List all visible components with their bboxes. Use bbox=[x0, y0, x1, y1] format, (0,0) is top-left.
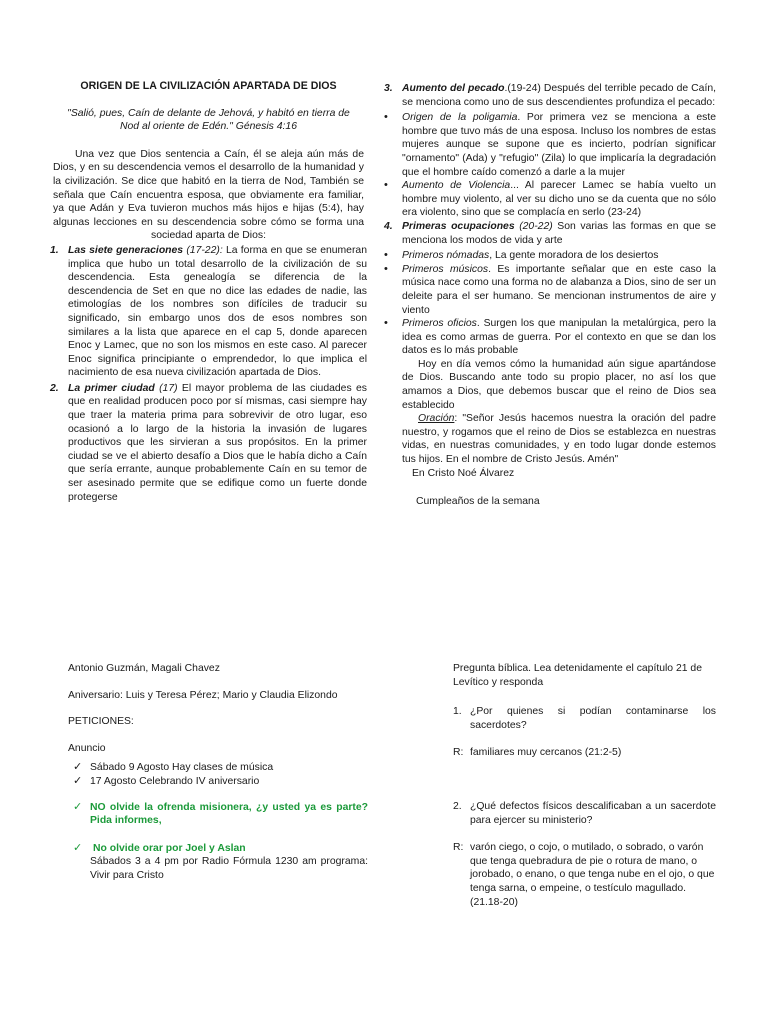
bullet-musicos bbox=[384, 263, 716, 317]
numbered-item-1 bbox=[50, 244, 367, 380]
bullet-text: . Es importante señalar que en este caso la música nace como una forma no de alabanza a Dios, sino de ser un deleite para el ser humano. Se mencionan instrumentos de aire y viento bbox=[402, 263, 716, 316]
petitions-heading: PETICIONES: bbox=[68, 716, 134, 728]
answer-2 bbox=[453, 841, 716, 909]
announcements-section bbox=[68, 662, 368, 883]
checkmark-icon: ✓ bbox=[73, 774, 83, 787]
scripture-quote: "Salió, pues, Caín de delante de Jehová, y habitó en tierra de Nod al oriente de Edén." Génesis 4:16 bbox=[67, 107, 350, 133]
signature: En Cristo Noé Álvarez bbox=[412, 467, 515, 479]
bullet-icon: • bbox=[384, 249, 388, 262]
bullet-icon: • bbox=[384, 179, 388, 192]
announcement-item bbox=[68, 761, 368, 775]
birthdays-heading: Cumpleaños de la semana bbox=[416, 496, 540, 508]
left-column bbox=[50, 80, 367, 506]
item-text: La forma en que se enumeran implica que hubo un total desarrollo de la civilización de su descendencia. Esta genealogía se diferencia de la descendencia de Set en que no dice las edades de nadie, las etimologías de los nombres son difíciles de traducir su significado, sin embargo unos dos de esos nombres son similares a la lista que aparece en el cap 5, donde aparecen Enoc y Lamec, que no son los mismos en este caso. Al parecer Enoc significa principiante o emprendedor, lo que implica el nacimiento de esa nueva civilización apartada de Dios. bbox=[68, 244, 367, 379]
bible-question-section bbox=[453, 662, 716, 909]
numbered-item-2 bbox=[50, 382, 367, 504]
question-1 bbox=[453, 705, 716, 732]
article-title: ORIGEN DE LA CIVILIZACIÓN APARTADA DE DIOS bbox=[80, 80, 337, 92]
bullet-nomadas bbox=[384, 249, 716, 263]
item-number: 3. bbox=[384, 83, 393, 94]
radio-text: Sábados 3 a 4 pm por Radio Fórmula 1230 am programa: Vivir para Cristo bbox=[90, 856, 368, 881]
numbered-item-3 bbox=[384, 82, 716, 109]
bullet-oficios bbox=[384, 317, 716, 358]
bullet-icon: • bbox=[384, 317, 388, 330]
item-text: .(19-24) Después del terrible pecado de Caín, se menciona como uno de sus descendientes profundiza el pecado: bbox=[402, 83, 716, 108]
item-reference: (17) bbox=[154, 382, 178, 394]
bullet-heading: Primeros oficios bbox=[402, 318, 477, 330]
item-number: 2. bbox=[50, 382, 59, 394]
item-text: El mayor problema de las ciudades es que en realidad producen poco por sí mismas, casi siempre hay que traer la materia prima para sobrevivir de otro lugar, eso ocasionó a lo largo de la historia la invasión de lugares productivos que les sirvieran a sus propósitos. En la primer ciudad se ve el abierto desafío a Dios que le había dicho a Caín que sería errante, aunque probablemente Caín en su temor de ser asesinado permite que se edifique como un fuerte donde protegerse bbox=[68, 382, 367, 503]
item-reference: (17-22): bbox=[186, 244, 223, 256]
checkmark-icon: ✓ bbox=[73, 800, 83, 813]
announcement-heading: Anuncio bbox=[68, 742, 106, 754]
bullet-heading: Origen de la poligamia bbox=[402, 112, 518, 124]
answer-1 bbox=[453, 746, 716, 760]
bullet-text: , La gente moradora de los desiertos bbox=[489, 250, 659, 262]
checkmark-icon: ✓ bbox=[73, 841, 83, 854]
item-heading: Aumento del pecado bbox=[402, 83, 505, 94]
bullet-violencia bbox=[384, 179, 716, 220]
question-number: 2. bbox=[453, 800, 462, 812]
bible-question-intro: Pregunta bíblica. Lea detenidamente el capítulo 21 de Levítico y responda bbox=[453, 663, 702, 688]
missionary-offering-notice bbox=[68, 801, 368, 828]
bullet-heading: Primeros nómadas bbox=[402, 250, 490, 262]
announcement-text: Sábado 9 Agosto Hay clases de música bbox=[90, 762, 274, 774]
item-heading: Primeras ocupaciones bbox=[402, 220, 515, 232]
question-text: ¿Qué defectos físicos descalificaban a un sacerdote para ejercer su ministerio? bbox=[470, 800, 716, 826]
item-text: Son varias las formas en que se menciona los modos de vida y arte bbox=[402, 220, 716, 246]
answer-text: familiares muy cercanos (21:2-5) bbox=[470, 747, 622, 759]
bullet-text: ... Al parecer Lamec se había vuelto un hombre muy violento, al ver su dicho uno se da cuenta que no sólo era violento, sino que se complacía en serlo (23-24) bbox=[402, 180, 716, 219]
answer-label: R: bbox=[453, 747, 464, 759]
question-number: 1. bbox=[453, 706, 462, 718]
bullet-heading: Primeros músicos bbox=[402, 263, 489, 275]
item-heading: La primer ciudad bbox=[68, 382, 155, 394]
item-reference: (20-22) bbox=[514, 220, 553, 232]
item-heading: Las siete generaciones bbox=[68, 244, 184, 256]
closing-paragraph: Hoy en día vemos cómo la humanidad aún sigue apartándose de Dios. Buscando ante todo su propio placer, no así los que amamos a Dios, que debemos buscar que el reino de Dios sea establecido bbox=[402, 358, 716, 411]
notice-text: NO olvide la ofrenda misionera, ¿y usted ya es parte? Pida informes, bbox=[90, 801, 368, 827]
numbered-item-4 bbox=[384, 220, 716, 247]
bullet-icon: • bbox=[384, 262, 388, 275]
radio-program bbox=[68, 855, 368, 882]
checkmark-icon: ✓ bbox=[73, 761, 83, 774]
bullet-poligamia bbox=[384, 111, 716, 179]
item-number: 1. bbox=[50, 244, 59, 256]
prayer-text: : "Señor Jesús hacemos nuestra la oración del padre nuestro, y rogamos que el reino de Dios se establezca en nuestras vidas, en nuestras comunidades, y en todo lugar donde estemos tus hijos. En el nombre de Cristo Jesús. Amén" bbox=[402, 413, 716, 466]
intro-paragraph: Una vez que Dios sentencia a Caín, él se aleja aún más de Dios, y en su descendencia vemos el desarrollo de la humanidad y la civilización. Se dice que habitó en la tierra de Nod, También se señala que Caín encuentra esposa, que obviamente era familiar, ya que Adán y Eva tuvieron muchos más hijos e hijas (5:4), hay algunas lecciones en su descendencia sobre cómo se forma una sociedad aparta de Dios: bbox=[53, 148, 364, 242]
announcement-text: 17 Agosto Celebrando IV aniversario bbox=[90, 775, 260, 787]
right-column bbox=[384, 82, 716, 509]
bullet-icon: • bbox=[384, 111, 388, 124]
question-text: ¿Por quienes si podían contaminarse los sacerdotes? bbox=[470, 706, 716, 731]
question-2 bbox=[453, 800, 716, 827]
birthdays-list: Antonio Guzmán, Magali Chavez bbox=[68, 663, 220, 674]
bullet-text: . Surgen los que manipulan la metalúrgica, pero la idea es como armas de guerra. Por el contexto en que se dan los datos es lo más probable bbox=[402, 318, 716, 357]
announcement-item bbox=[68, 775, 368, 789]
item-number: 4. bbox=[384, 220, 393, 232]
prayer-label: Oración bbox=[418, 413, 455, 425]
prayer-paragraph bbox=[384, 412, 716, 466]
anniversary-line: Aniversario: Luis y Teresa Pérez; Mario y Claudia Elizondo bbox=[68, 689, 338, 701]
bullet-text: . Por primera vez se menciona a este hombre que tuvo más de una esposa. Incluso los nombres de estas mujeres aunque se supone que es incierto, podrían significar "ornamento" (Ada) y "refugio" (Zila) lo que implicaría la degradación que el hombre caído comenzó a darle a la mujer bbox=[402, 112, 717, 178]
answer-label: R: bbox=[453, 842, 464, 854]
notice-text: No olvide orar por Joel y Aslan bbox=[93, 842, 246, 854]
bullet-heading: Aumento de Violencia bbox=[402, 180, 511, 192]
answer-text: varón ciego, o cojo, o mutilado, o sobrado, o varón que tenga quebradura de pie o rotura de mano, o jorobado, o enano, o que tenga nube en el ojo, o que tenga sarna, o empeine, o testículo magullado. (21.18-20) bbox=[470, 842, 715, 908]
prayer-request-notice bbox=[68, 842, 368, 856]
